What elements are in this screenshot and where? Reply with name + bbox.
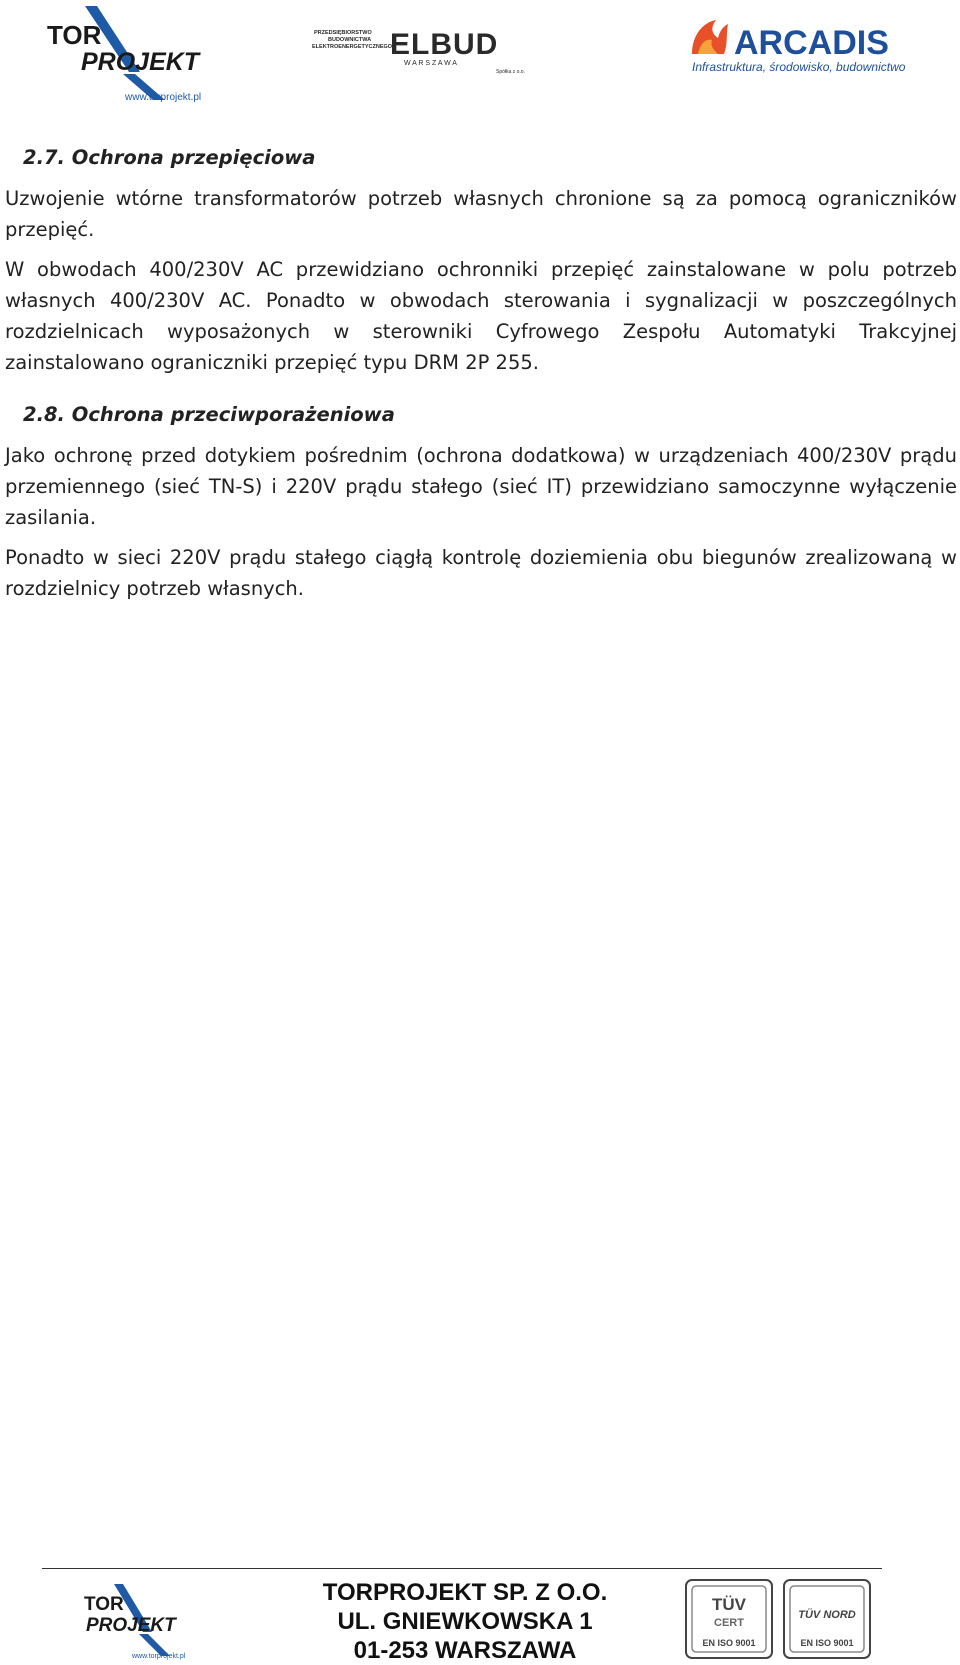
tuv-nord-brand: TÜV NORD	[798, 1609, 856, 1621]
tuv-cert-standard: EN ISO 9001	[702, 1638, 756, 1648]
address-line-company: TORPROJEKT SP. Z O.O.	[322, 1579, 608, 1606]
section-heading-2-7: 2.7. Ochrona przepięciowa	[23, 146, 316, 169]
page-header	[0, 0, 960, 110]
address-line-street: UL. GNIEWKOWSKA 1	[337, 1608, 593, 1635]
iso-certificates	[684, 1578, 874, 1660]
tuv-nord-badge	[784, 1580, 870, 1658]
document-body	[5, 142, 957, 613]
tuv-nord-standard: EN ISO 9001	[800, 1638, 854, 1648]
tor-logo-line1: TOR	[47, 20, 102, 50]
footer-divider	[42, 1568, 882, 1569]
footer-tor-line2: PROJEKT	[86, 1615, 176, 1636]
tuv-cert-badge	[686, 1580, 772, 1658]
arcadis-name: ARCADIS	[734, 24, 889, 62]
elbud-logo	[312, 24, 552, 74]
section-heading-2-8: 2.8. Ochrona przeciwporażeniowa	[23, 403, 395, 426]
company-address	[300, 1578, 630, 1665]
tuv-cert-brand: TÜV	[712, 1595, 746, 1614]
section-2-8-paragraph-2: Ponadto w sieci 220V prądu stałego ciągłą kontrolę doziemienia obu biegunów zrealizowaną w rozdzielnicy potrzeb własnych.	[5, 546, 957, 600]
section-2-8-paragraph-1: Jako ochronę przed dotykiem pośrednim (ochrona dodatkowa) w urządzeniach 400/230V prądu przemiennego (sieć TN-S) i 220V prądu stałego (sieć IT) przewidziano samoczynne wyłączenie zasilania.	[5, 444, 957, 529]
address-line-city: 01-253 WARSZAWA	[353, 1637, 577, 1664]
torprojekt-logo	[45, 4, 215, 104]
arcadis-flame-icon	[692, 20, 728, 54]
elbud-suffix: Spółka z o.o.	[496, 69, 525, 74]
arcadis-logo	[688, 16, 938, 80]
elbud-small-line-2: BUDOWNICTWA	[328, 37, 372, 43]
elbud-small-line-1: PRZEDSIĘBIORSTWO	[314, 30, 372, 36]
tor-logo-url: www.torprojekt.pl	[125, 92, 202, 103]
elbud-city: W A R S Z A W A	[404, 60, 457, 67]
section-2-7-paragraph-1: Uzwojenie wtórne transformatorów potrzeb własnych chronione są za pomocą ograniczników przepięć.	[5, 187, 957, 241]
footer-torprojekt-logo	[84, 1580, 204, 1660]
arcadis-tagline: Infrastruktura, środowisko, budownictwo	[692, 60, 906, 74]
elbud-name: ELBUD	[390, 28, 499, 61]
footer-tor-url: www.torprojekt.pl	[132, 1653, 186, 1660]
tor-logo-line2: PROJEKT	[81, 48, 200, 76]
footer-tor-line1: TOR	[84, 1594, 124, 1615]
tuv-cert-mark: CERT	[714, 1617, 744, 1629]
section-2-7-paragraph-2: W obwodach 400/230V AC przewidziano ochronniki przepięć zainstalowane w polu potrzeb własnych 400/230V AC. Ponadto w obwodach sterowania i sygnalizacji w poszczególnych rozdzielnicach wyposażonych w sterowniki Cyfrowego Zespołu Automatyki Trakcyjnej zainstalowano ograniczniki przepięć typu DRM 2P 255.	[5, 258, 957, 374]
elbud-small-line-3: ELEKTROENERGETYCZNEGO	[312, 44, 393, 50]
